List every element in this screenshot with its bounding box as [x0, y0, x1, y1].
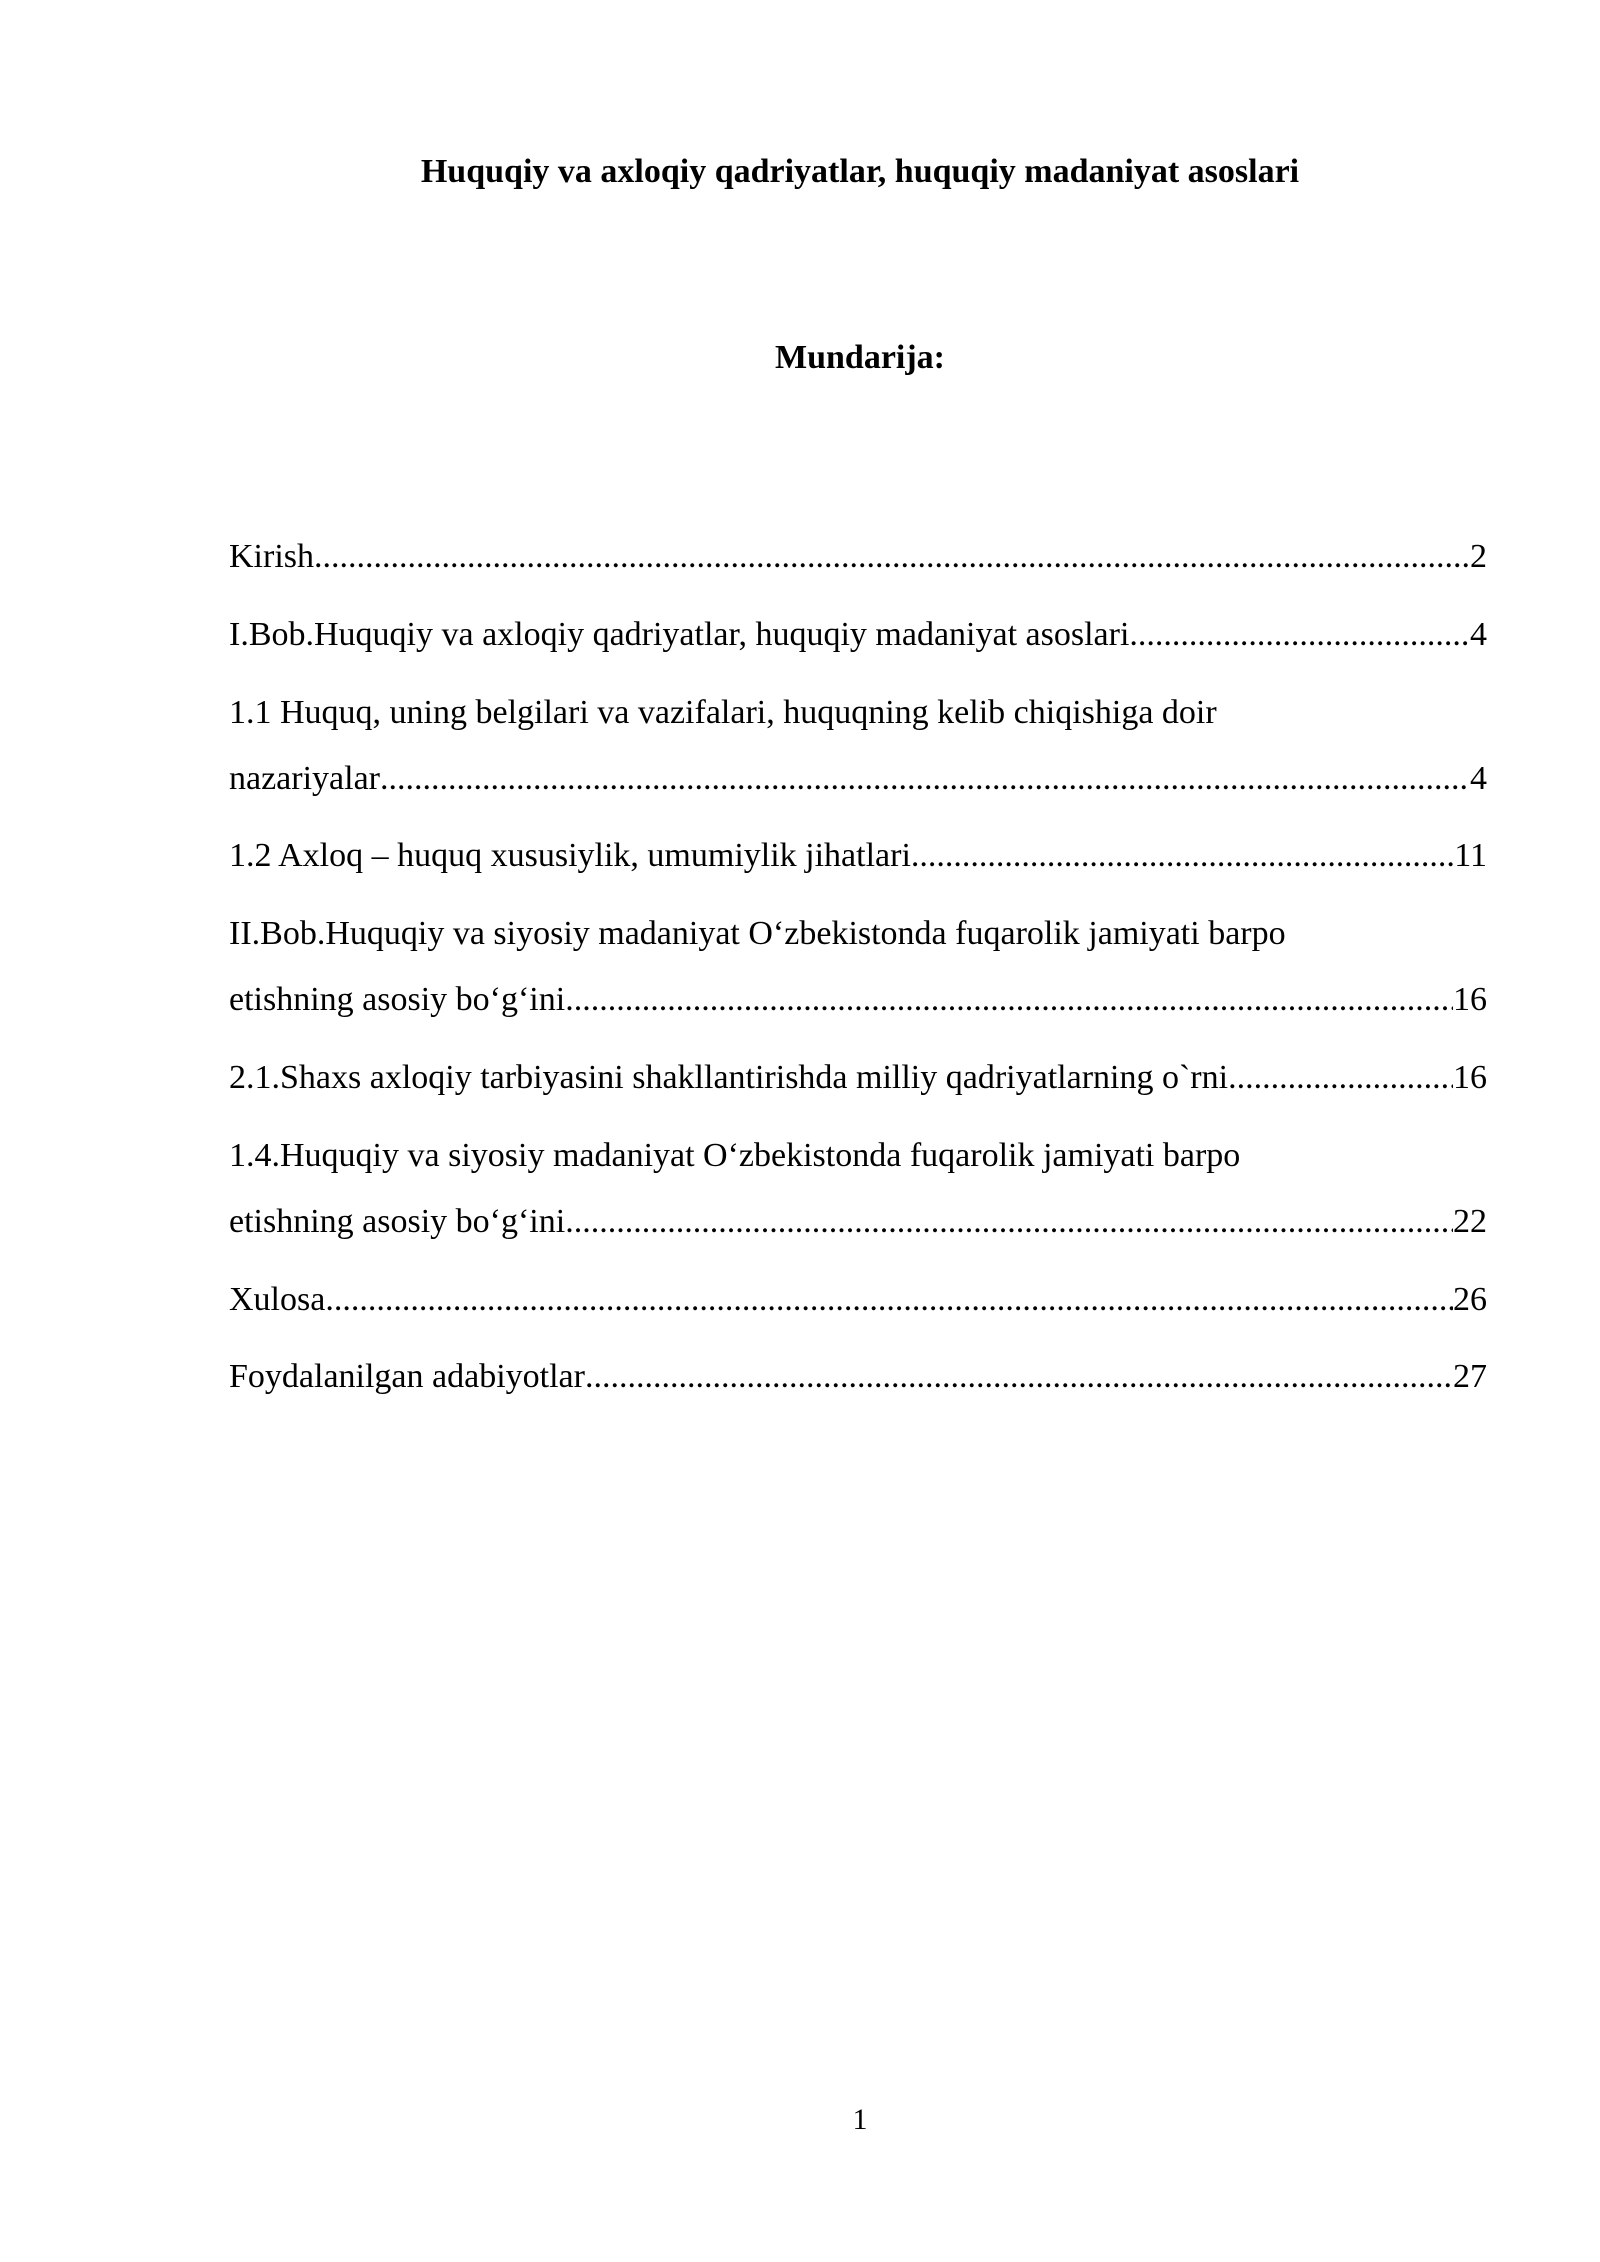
toc-entry-title: Kirish: [229, 538, 314, 575]
toc-heading: Mundarija:: [775, 339, 945, 376]
toc-entry-section-1-2: [229, 829, 1487, 883]
toc-entry-title: Xulosa: [229, 1280, 326, 1318]
toc-page-number: 11: [1454, 837, 1487, 875]
toc-entry-chapter-2: [229, 907, 1487, 1027]
toc-page-number: 22: [1453, 1202, 1487, 1240]
toc-entry-title: 2.1.Shaxs axloqiy tarbiyasini shakllantirishda milliy qadriyatlarning o`rni: [229, 1058, 1229, 1096]
toc-dot-leader: [380, 752, 1470, 806]
table-of-contents: [229, 530, 1487, 1428]
toc-entry-title-first-line: 1.1 Huquq, uning belgilari va vazifalari, huquqning kelib chiqishiga doir: [229, 693, 1217, 731]
toc-line: [229, 1350, 1487, 1404]
toc-entry-title: 1.2 Axloq – huquq xususiylik, umumiylik jihatlari: [229, 837, 911, 875]
toc-line: [229, 608, 1487, 662]
toc-dot-leader: [565, 1195, 1453, 1249]
toc-line: [229, 829, 1487, 883]
document-title: Huquqiy va axloqiy qadriyatlar, huquqiy madaniyat asoslari: [420, 153, 1300, 190]
toc-entry-title: Foydalanilgan adabiyotlar: [229, 1358, 585, 1396]
toc-line: [229, 1195, 1487, 1249]
toc-dot-leader: [911, 829, 1454, 883]
toc-dot-leader: [585, 1350, 1453, 1404]
toc-page-number: 16: [1453, 1058, 1487, 1096]
toc-entry-section-1-1: [229, 686, 1487, 806]
toc-dot-leader: [325, 1273, 1453, 1327]
toc-entry-title: I.Bob.Huquqiy va axloqiy qadriyatlar, huquqiy madaniyat asoslari: [229, 615, 1130, 653]
toc-dot-leader: [314, 530, 1470, 584]
toc-entry-section-2-1: [229, 1051, 1487, 1105]
toc-dot-leader: [1228, 1051, 1453, 1105]
toc-entry-xulosa: [229, 1273, 1487, 1327]
toc-line: [229, 530, 1487, 584]
toc-page-number: 27: [1453, 1358, 1487, 1396]
toc-entry-title: etishning asosiy bo‘g‘ini: [229, 1202, 566, 1240]
toc-entry-title-first-line: 1.4.Huquqiy va siyosiy madaniyat O‘zbekistonda fuqarolik jamiyati barpo: [229, 1136, 1241, 1174]
page-number: 1: [852, 2103, 868, 2136]
toc-page-number: 4: [1470, 759, 1487, 797]
toc-dot-leader: [1129, 608, 1470, 662]
toc-page-number: 16: [1453, 981, 1487, 1019]
toc-line: [229, 1273, 1487, 1327]
toc-entry-bibliography: [229, 1350, 1487, 1404]
toc-line: [229, 973, 1487, 1027]
toc-entry-title: nazariyalar: [229, 759, 380, 797]
toc-entry-title: etishning asosiy bo‘g‘ini: [229, 981, 566, 1019]
toc-line: [229, 1051, 1487, 1105]
toc-page-number: 26: [1453, 1280, 1487, 1318]
toc-entry-kirish: [229, 530, 1487, 584]
toc-entry-chapter-1: [229, 608, 1487, 662]
toc-line: [229, 752, 1487, 806]
toc-page-number: 4: [1470, 615, 1487, 653]
toc-entry-title-first-line: II.Bob.Huquqiy va siyosiy madaniyat O‘zbekistonda fuqarolik jamiyati barpo: [229, 915, 1286, 953]
toc-dot-leader: [565, 973, 1453, 1027]
toc-page-number: 2: [1470, 538, 1487, 575]
toc-entry-section-1-4: [229, 1129, 1487, 1249]
